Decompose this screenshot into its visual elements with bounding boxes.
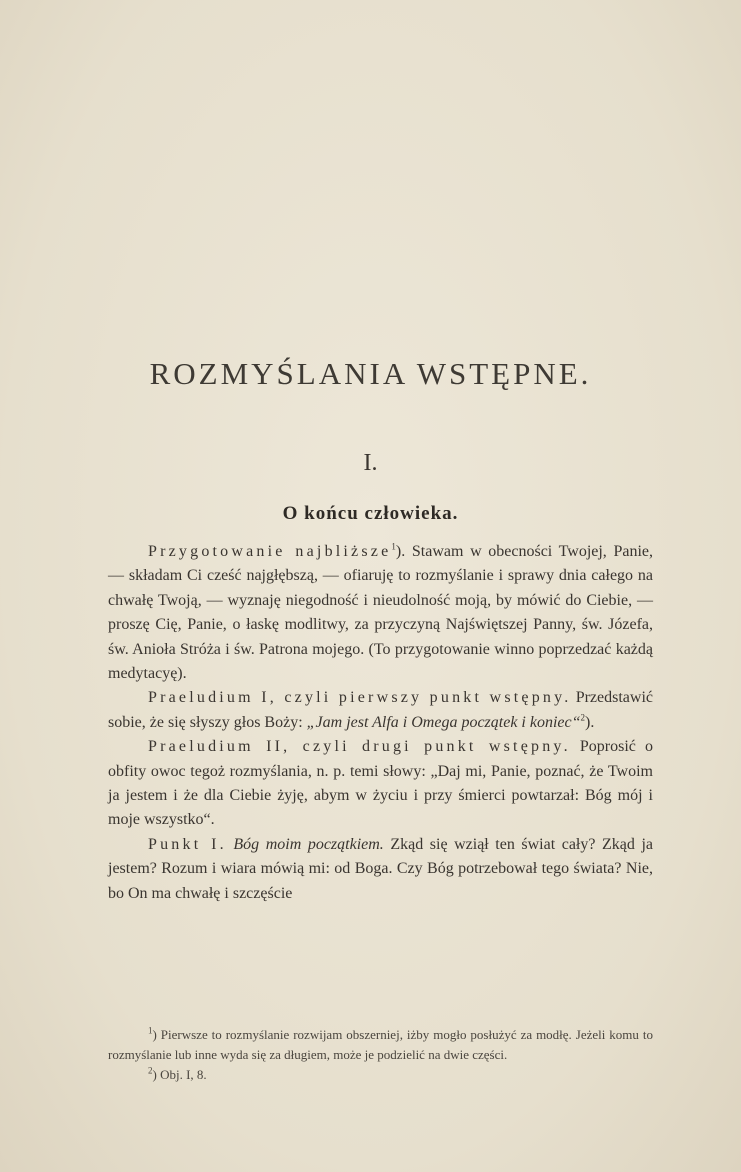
paragraph-praeludium-2 [108, 735, 653, 833]
praeludium-1-text: Przedstawić sobie, że się słyszy głos Boży: [108, 689, 653, 731]
punkt-1-text: Zkąd się wziął ten świat cały? Zkąd ja jestem? Rozum i wiara mówią mi: od Boga. Czy Bóg potrzebował tego świata? Nie, bo On ma chwałę i szczęście [108, 835, 653, 902]
paragraph-punkt-1 [108, 833, 653, 906]
chapter-title: O końcu człowieka. [282, 503, 459, 524]
praeludium-1-label: Praeludium I, czyli pierwszy punkt wstępny. [148, 689, 572, 707]
page-title: ROZMYŚLANIA WSTĘPNE. [149, 356, 592, 391]
body-text [108, 540, 653, 906]
praeludium-2-label: Praeludium II, czyli drugi punkt wstępny. [148, 738, 571, 756]
preparation-text: ). Stawam w obecności Twojej, Panie, — składam Ci cześć najgłębszą, — ofiaruję to rozmyślanie i sprawy dnia całego na chwałę Twoją, — wyznaję niegodność i nieudolność moją, by mówić do Ciebie, — proszę Cię, Panie, o łaskę modlitwy, za przyczyną Najświętszej Panny, św. Józefa, św. Anioła Stróża i św. Patrona mojego. (To przygotowanie winno poprzedzać każdą medytacyę). [108, 543, 654, 683]
footnote-2 [108, 1065, 653, 1085]
footnote-1-text: ) Pierwsze to rozmyślanie rozwijam obszerniej, iżby mogło posłużyć za modłę. Jeżeli komu to rozmyślanie lub inne wyda się za długiem, może je podzielić na dwie części. [108, 1027, 653, 1062]
praeludium-1-end: ). [585, 713, 595, 731]
footnote-ref-1: 1 [391, 541, 396, 552]
praeludium-2-text: Poprosić o obfity owoc tegoż rozmyślania, n. p. temi słowy: „Daj mi, Panie, poznać, że Twoim ja jestem i że dla Ciebie żyję, abym w życiu i przy śmierci powtarzał: Bóg mój i moje wszystko“. [108, 738, 653, 829]
chapter-number: I. [363, 450, 378, 476]
footnote-ref-2: 2 [580, 712, 586, 723]
punkt-1-label: Punkt I. [148, 835, 227, 853]
footnote-2-text: ) Obj. I, 8. [152, 1067, 207, 1082]
punkt-1-heading: Bóg moim początkiem. [233, 835, 384, 853]
footnotes [108, 1025, 653, 1085]
paragraph-praeludium-1 [108, 686, 653, 735]
footnote-1-mark: 1 [148, 1025, 153, 1036]
footnote-2-mark: 2 [148, 1065, 153, 1076]
scripture-quote: „Jam jest Alfa i Omega początek i koniec“ [306, 713, 581, 731]
footnote-1 [108, 1025, 653, 1065]
preparation-label: Przygotowanie najbliższe [148, 543, 392, 560]
paragraph-preparation [108, 540, 653, 686]
